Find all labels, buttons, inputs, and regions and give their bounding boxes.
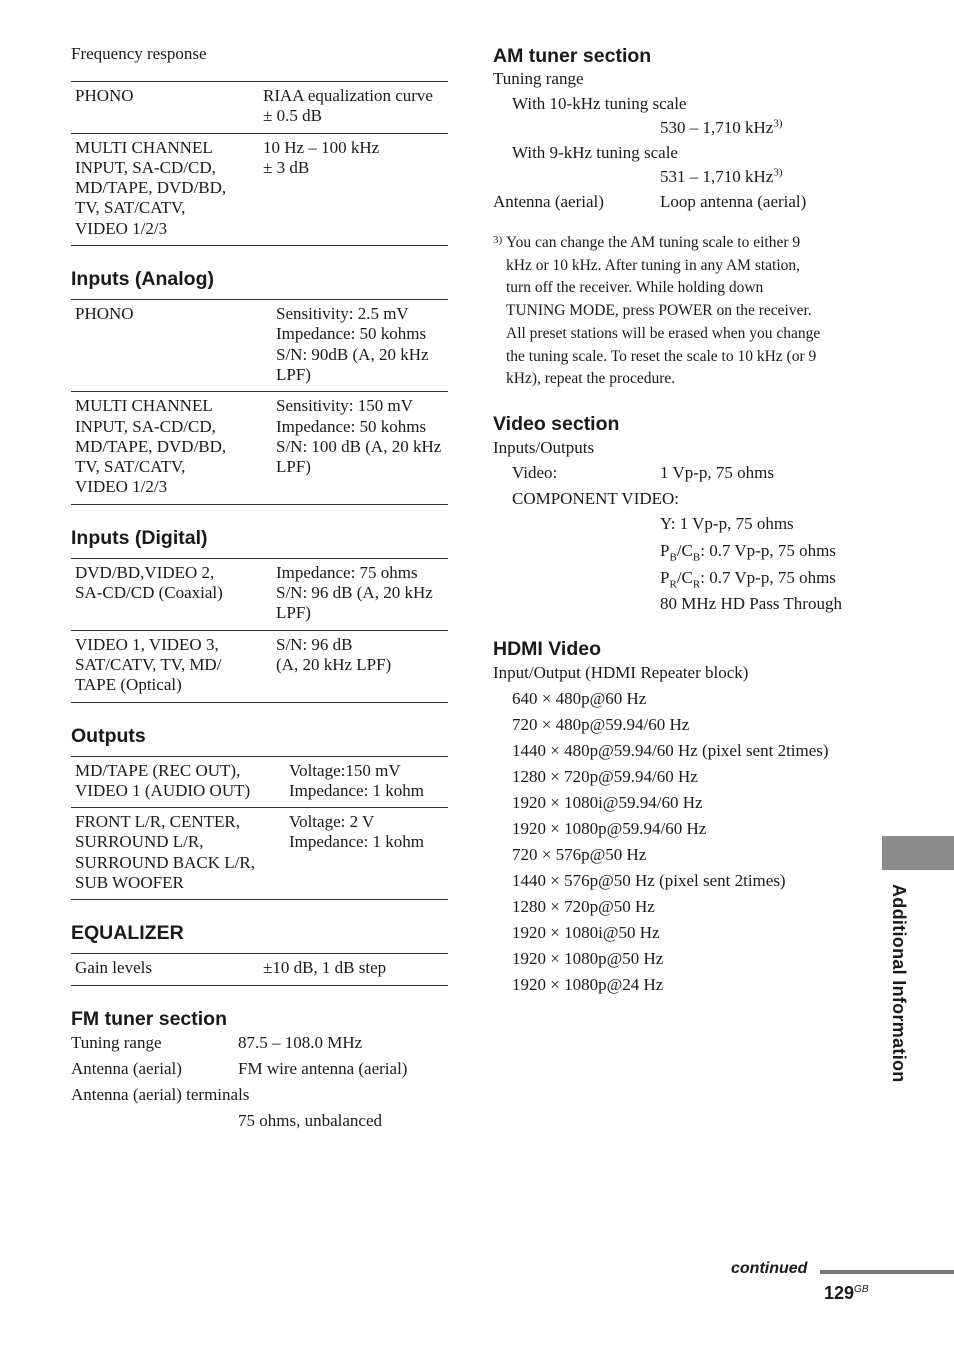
spec-value-line: LPF) xyxy=(276,603,311,623)
pr-sub-2: R xyxy=(692,578,701,591)
spec-row-value xyxy=(272,558,448,630)
video-section-heading: Video section xyxy=(493,412,620,435)
pb-sub-1: B xyxy=(669,551,677,564)
video-io-label: Inputs/Outputs xyxy=(493,437,595,457)
am-tuner-heading: AM tuner section xyxy=(493,45,652,67)
spec-label-line: TAPE (Optical) xyxy=(75,675,182,695)
fm-tuner-block xyxy=(71,1030,448,1134)
am-9k-label: With 9-kHz tuning scale xyxy=(512,142,678,162)
footnote-line: turn off the receiver. While holding down xyxy=(506,279,764,297)
spec-value-line: Impedance: 50 kohms xyxy=(276,324,427,344)
spec-row xyxy=(71,558,448,630)
spec-value-line: RIAA equalization curve xyxy=(263,86,433,105)
spec-value-line: S/N: 96 dB xyxy=(276,634,353,654)
spec-row-label xyxy=(71,808,285,900)
spec-value-line: Impedance: 1 kohm xyxy=(289,780,425,800)
spec-label-line: VIDEO 1/2/3 xyxy=(75,477,168,497)
equalizer-heading: EQUALIZER xyxy=(71,922,184,945)
footnote-line: kHz), repeat the procedure. xyxy=(506,370,676,388)
spec-row-label xyxy=(71,300,272,392)
spec-row xyxy=(71,756,448,808)
footnote-text xyxy=(493,232,873,391)
am-10k-row xyxy=(493,116,873,141)
hdmi-video-block xyxy=(493,660,873,998)
spec-label-line: SAT/CATV, TV, MD/ xyxy=(75,654,222,674)
hdmi-video-heading: HDMI Video xyxy=(493,638,601,661)
spec-value-line: Impedance: 75 ohms xyxy=(276,562,418,582)
spec-row-label xyxy=(71,82,259,134)
fm-antenna-value: FM wire antenna (aerial) xyxy=(238,1058,408,1078)
inputs-digital-heading: Inputs (Digital) xyxy=(71,526,208,549)
hdmi-format-item: 1440 × 480p@59.94/60 Hz (pixel sent 2times) xyxy=(512,741,829,761)
spec-value-line: ±10 dB, 1 dB step xyxy=(263,958,387,978)
spec-row-label xyxy=(71,954,259,985)
section-side-label: Additional Information xyxy=(889,884,909,1083)
spec-value-line: Impedance: 50 kohms xyxy=(276,416,427,436)
hdmi-format-item: 1920 × 1080i@59.94/60 Hz xyxy=(512,793,703,813)
page-number-suffix: GB xyxy=(854,1284,869,1295)
fm-terminals-label: Antenna (aerial) terminals xyxy=(71,1084,250,1104)
spec-row-value xyxy=(259,954,448,985)
spec-row-label xyxy=(71,558,272,630)
spec-row-value xyxy=(285,756,448,808)
spec-row-value xyxy=(259,82,448,134)
component-pb-value xyxy=(493,537,873,564)
spec-row xyxy=(71,954,448,985)
spec-label-line: VIDEO 1 (AUDIO OUT) xyxy=(75,780,251,800)
spec-value-line: Impedance: 1 kohm xyxy=(289,832,425,852)
am-9k-note-ref: 3) xyxy=(773,166,783,179)
spec-label-line: INPUT, SA-CD/CD, xyxy=(75,416,216,436)
footnote-line: kHz or 10 kHz. After tuning in any AM station, xyxy=(506,256,801,274)
component-hd-value: 80 MHz HD Pass Through xyxy=(660,593,842,613)
am-antenna-label: Antenna (aerial) xyxy=(493,191,604,211)
spec-label-line: MD/TAPE, DVD/BD, xyxy=(75,436,227,456)
hdmi-format-item: 640 × 480p@60 Hz xyxy=(512,689,647,709)
video-label: Video: xyxy=(512,463,558,483)
spec-label-line: PHONO xyxy=(75,304,134,324)
spec-label-line: Gain levels xyxy=(75,958,152,978)
continued-bar xyxy=(820,1270,954,1274)
am-tuning-label: Tuning range xyxy=(493,69,584,88)
spec-row-value xyxy=(259,133,448,245)
hdmi-format-item: 1920 × 1080i@50 Hz xyxy=(512,923,660,943)
spec-row-label xyxy=(71,630,272,702)
spec-label-line: MULTI CHANNEL xyxy=(75,137,213,157)
hdmi-format-item: 720 × 576p@50 Hz xyxy=(512,845,647,865)
hdmi-format-item: 1440 × 576p@50 Hz (pixel sent 2times) xyxy=(512,871,786,891)
footnote-line: the tuning scale. To reset the scale to 10 kHz (or 9 xyxy=(506,347,817,365)
left-column xyxy=(71,44,448,1134)
am-antenna-value: Loop antenna (aerial) xyxy=(660,191,807,211)
spec-value-line: S/N: 96 dB (A, 20 kHz xyxy=(276,583,433,603)
spec-label-line: SUB WOOFER xyxy=(75,873,184,893)
spec-label-line: FRONT L/R, CENTER, xyxy=(75,812,240,832)
inputs-analog-table xyxy=(71,299,448,505)
spec-row xyxy=(71,82,448,134)
page-number xyxy=(824,1283,869,1304)
spec-row-value xyxy=(272,630,448,702)
spec-row-value xyxy=(272,300,448,392)
spec-value-line: S/N: 100 dB (A, 20 kHz xyxy=(276,436,442,456)
spec-row xyxy=(71,392,448,504)
section-tab-marker xyxy=(882,836,954,870)
footnote-line: You can change the AM tuning scale to either 9 xyxy=(506,234,801,251)
spec-label-line: MD/TAPE, DVD/BD, xyxy=(75,178,227,198)
spec-label-line: SURROUND BACK L/R, xyxy=(75,852,255,872)
hdmi-format-item: 1280 × 720p@59.94/60 Hz xyxy=(512,767,698,787)
spec-row-value xyxy=(285,808,448,900)
pb-c: /C xyxy=(676,540,693,560)
spec-value-line: LPF) xyxy=(276,364,311,384)
hdmi-format-item: 1920 × 1080p@24 Hz xyxy=(512,975,664,995)
spec-row xyxy=(71,133,448,245)
spec-label-line: MULTI CHANNEL xyxy=(75,396,213,416)
spec-value-line: LPF) xyxy=(276,457,311,477)
spec-label-line: TV, SAT/CATV, xyxy=(75,198,186,218)
spec-label-line: PHONO xyxy=(75,86,134,105)
spec-label-line: SA-CD/CD (Coaxial) xyxy=(75,583,223,603)
spec-label-line: SURROUND L/R, xyxy=(75,832,204,852)
right-column xyxy=(493,44,873,998)
am-9k-row xyxy=(493,165,873,190)
page-number-value: 129 xyxy=(824,1283,855,1303)
am-9k-value: 531 – 1,710 kHz xyxy=(660,167,774,186)
component-video-label: COMPONENT VIDEO: xyxy=(512,488,680,508)
frequency-response-table xyxy=(71,81,448,246)
inputs-analog-heading: Inputs (Analog) xyxy=(71,268,214,291)
fm-tuning-label: Tuning range xyxy=(71,1032,162,1052)
hdmi-format-item: 1920 × 1080p@59.94/60 Hz xyxy=(512,819,707,839)
fm-tuner-heading: FM tuner section xyxy=(71,1007,228,1030)
spec-row-label xyxy=(71,392,272,504)
spec-label-line: INPUT, SA-CD/CD, xyxy=(75,157,216,177)
continued-label: continued xyxy=(731,1260,808,1277)
component-y-value: Y: 1 Vp-p, 75 ohms xyxy=(660,514,794,534)
am-10k-value: 530 – 1,710 kHz xyxy=(660,118,774,137)
spec-row-value xyxy=(272,392,448,504)
video-value: 1 Vp-p, 75 ohms xyxy=(660,463,774,483)
spec-label-line: VIDEO 1/2/3 xyxy=(75,218,168,238)
fm-antenna-label: Antenna (aerial) xyxy=(71,1058,182,1078)
spec-label-line: MD/TAPE (REC OUT), xyxy=(75,760,241,780)
spec-value-line: Sensitivity: 150 mV xyxy=(276,396,413,416)
pr-c: /C xyxy=(676,567,693,587)
spec-value-line: (A, 20 kHz LPF) xyxy=(276,654,392,674)
hdmi-format-item: 1280 × 720p@50 Hz xyxy=(512,897,655,917)
spec-label-line: TV, SAT/CATV, xyxy=(75,457,186,477)
spec-value-line: Sensitivity: 2.5 mV xyxy=(276,304,409,324)
spec-row xyxy=(71,300,448,392)
am-10k-note-ref: 3) xyxy=(773,117,783,130)
hdmi-format-item: 720 × 480p@59.94/60 Hz xyxy=(512,715,690,735)
spec-label-line: DVD/BD,VIDEO 2, xyxy=(75,562,215,582)
spec-row-label xyxy=(71,756,285,808)
hdmi-format-item: 1920 × 1080p@50 Hz xyxy=(512,949,664,969)
spec-value-line: Voltage:150 mV xyxy=(289,760,401,780)
spec-value-line: Voltage: 2 V xyxy=(289,812,375,832)
frequency-response-title: Frequency response xyxy=(71,44,207,63)
spec-value-line: S/N: 90dB (A, 20 kHz xyxy=(276,344,429,364)
spec-value-line: ± 0.5 dB xyxy=(263,106,322,126)
spec-value-line: 10 Hz – 100 kHz xyxy=(263,137,380,157)
pb-rest: : 0.7 Vp-p, 75 ohms xyxy=(700,540,836,560)
pb-sub-2: B xyxy=(692,551,701,564)
spec-label-line: VIDEO 1, VIDEO 3, xyxy=(75,634,219,654)
am-tuner-block xyxy=(493,67,873,214)
pb-letter: P xyxy=(660,540,670,560)
spec-value-line: ± 3 dB xyxy=(263,157,310,177)
pr-sub-1: R xyxy=(669,578,677,591)
outputs-table xyxy=(71,756,448,901)
fm-tuning-value: 87.5 – 108.0 MHz xyxy=(238,1032,363,1052)
fm-terminals-value: 75 ohms, unbalanced xyxy=(238,1110,382,1130)
spec-row-label xyxy=(71,133,259,245)
hdmi-io-label: Input/Output (HDMI Repeater block) xyxy=(493,663,749,683)
footnote-line: TUNING MODE, press POWER on the receiver. xyxy=(506,302,812,320)
pr-rest: : 0.7 Vp-p, 75 ohms xyxy=(700,567,836,587)
am-footnote: 3) You can change the AM tuning scale to either 9 kHz or 10 kHz. After tuning in any AM station, turn off the receiver. While holding down TUNING MODE, press POWER on the receiver. All preset stations will be erased when you change the tuning scale. To reset the scale to 10 kHz (or 9 kHz), repeat the procedure. xyxy=(493,232,873,391)
component-pr-value xyxy=(493,564,873,591)
video-section-block xyxy=(493,435,873,617)
inputs-digital-table xyxy=(71,558,448,703)
pr-letter: P xyxy=(660,567,670,587)
equalizer-table xyxy=(71,953,448,985)
am-10k-label: With 10-kHz tuning scale xyxy=(512,93,687,113)
footnote-line: All preset stations will be erased when you change xyxy=(506,324,821,342)
spec-row xyxy=(71,630,448,702)
spec-row xyxy=(71,808,448,900)
outputs-heading: Outputs xyxy=(71,724,146,747)
hdmi-format-list xyxy=(493,686,873,998)
